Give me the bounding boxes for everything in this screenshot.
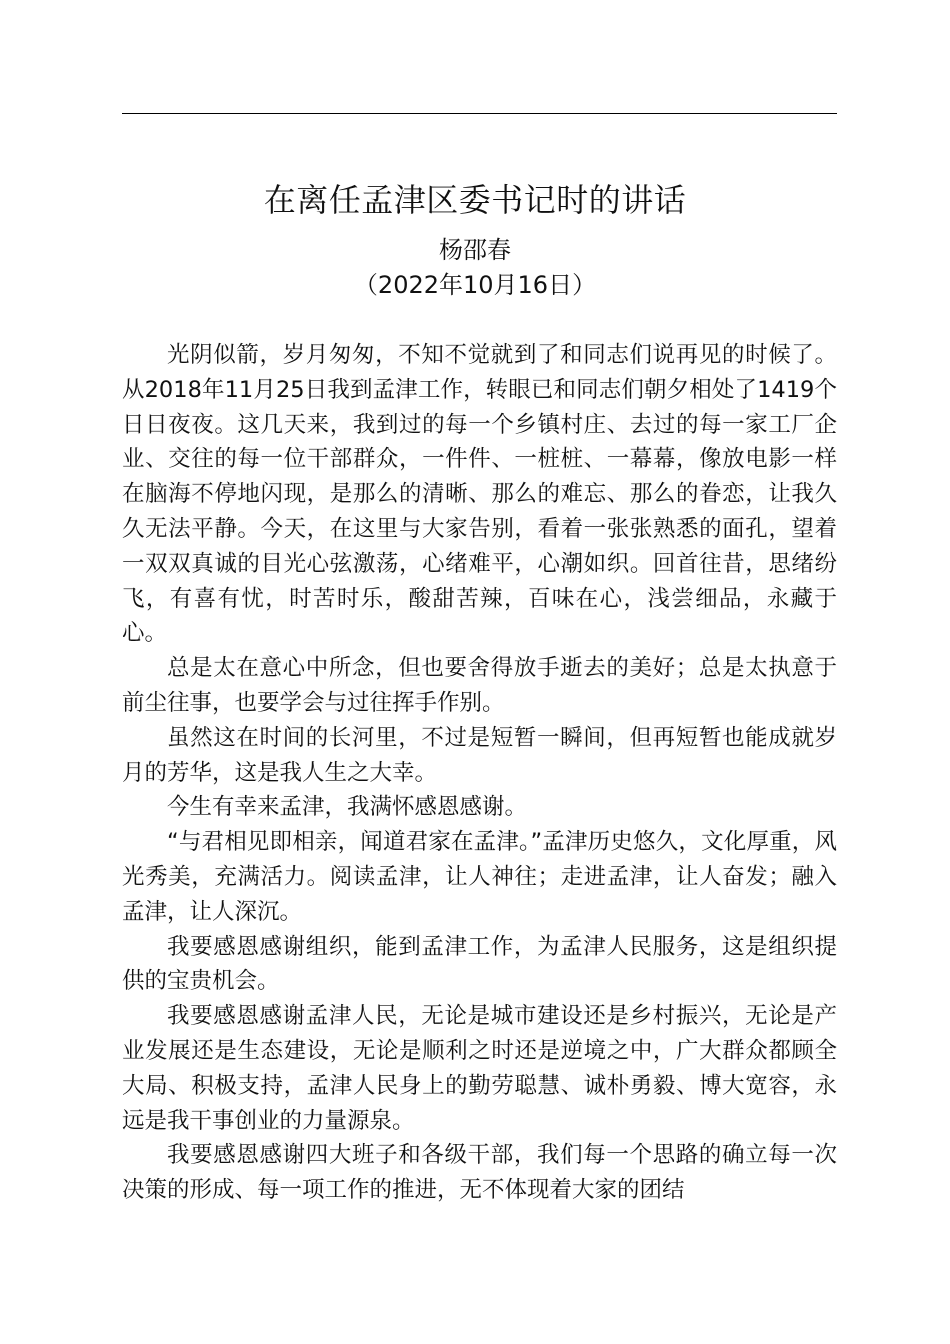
author-name: 杨邵春 xyxy=(439,236,511,264)
paragraph: 光阴似箭，岁月匆匆，不知不觉就到了和同志们说再见的时候了。从2018年11月25日我到孟津工作，转眼已和同志们朝夕相处了1419个日日夜夜。这几天来，我到过的每一个乡镇村庄、去过的每一家工厂企业、交往的每一位干部群众，一件件、一桩桩、一幕幕，像放电影一样在脑海不停地闪现，是那么的清晰、那么的难忘、那么的眷恋，让我久久无法平静。今天，在这里与大家告别，看着一张张熟悉的面孔，望着一双双真诚的目光心弦激荡，心绪难平，心潮如织。回首往昔，思绪纷飞，有喜有忧，时苦时乐，酸甜苦辣，百味在心，浅尝细品，永藏于心。 xyxy=(122,342,837,647)
speech-date: （2022年10月16日） xyxy=(353,271,597,299)
paragraph: 我要感恩感谢四大班子和各级干部，我们每一个思路的确立每一次决策的形成、每一项工作的推进，无不体现着大家的团结 xyxy=(122,1142,837,1204)
paragraph: 今生有幸来孟津，我满怀感恩感谢。 xyxy=(167,794,528,821)
header-rule xyxy=(122,113,837,114)
document-title: 在离任孟津区委书记时的讲话 xyxy=(263,181,687,219)
paragraph: 我要感恩感谢孟津人民，无论是城市建设还是乡村振兴，无论是产业发展还是生态建设，无论是顺利之时还是逆境之中，广大群众都顾全大局、积极支持，孟津人民身上的勤劳聪慧、诚朴勇毅、博大宽容，永远是我干事创业的力量源泉。 xyxy=(122,1003,837,1134)
paragraph: 总是太在意心中所念，但也要舍得放手逝去的美好；总是太执意于前尘往事，也要学会与过往挥手作别。 xyxy=(122,655,837,716)
paragraph: 虽然这在时间的长河里，不过是短暂一瞬间，但再短暂也能成就岁月的芳华，这是我人生之大幸。 xyxy=(122,724,837,786)
paragraph: “与君相见即相亲，闻道君家在孟津。”孟津历史悠久，文化厚重，风光秀美，充满活力。阅读孟津，让人神往；走进孟津，让人奋发；融入孟津，让人深沉。 xyxy=(122,829,837,925)
paragraph: 我要感恩感谢组织，能到孟津工作，为孟津人民服务，这是组织提供的宝贵机会。 xyxy=(122,933,837,995)
document-body xyxy=(122,338,837,1208)
